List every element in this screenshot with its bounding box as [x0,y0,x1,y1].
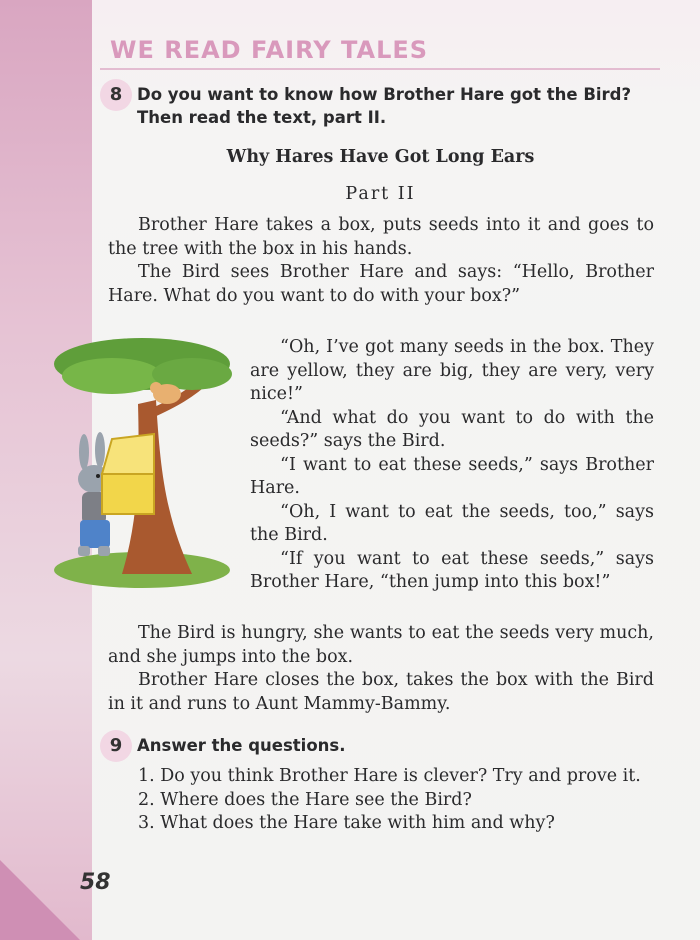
story-paragraph: “And what do you want to do with the seeds?” says the Bird. [250,407,654,451]
section-header: WE READ FAIRY TALES [110,36,429,64]
question-item: 2. Where does the Hare see the Bird? [138,789,472,810]
story-paragraph: The Bird sees Brother Hare and says: “Hello, Brother Hare. What do you want to do with your box?” [108,262,654,306]
task-9-number-badge: 9 [100,730,132,762]
task-9-instruction: Answer the questions. [137,736,346,755]
question-item: 1. Do you think Brother Hare is clever? Try and prove it. [138,766,641,786]
story-paragraph: “Oh, I’ve got many seeds in the box. They are yellow, they are big, they are very, very nice!” [250,337,654,404]
story-title: Why Hares Have Got Long Ears [226,147,535,167]
story-part-label: Part II [345,184,416,204]
story-text-top [108,214,654,308]
hare-ear-left [79,434,89,470]
story-paragraph: “If you want to eat these seeds,” says Brother Hare, “then jump into this box!” [250,548,654,592]
hare-trousers [80,520,110,548]
story-paragraph: Brother Hare takes a box, puts seeds into it and goes to the tree with the box in his hands. [108,215,654,259]
yellow-box [102,474,154,514]
question-list [108,765,654,836]
hare-ear-right [95,432,105,468]
task-8-instruction: Do you want to know how Brother Hare got the Bird? Then read the text, part II. [137,85,632,127]
header-divider [100,68,660,70]
story-paragraph: Brother Hare closes the box, takes the box with the Bird in it and runs to Aunt Mammy-Bammy. [108,670,654,714]
story-paragraph: The Bird is hungry, she wants to eat the seeds very much, and she jumps into the box. [108,623,654,667]
story-text-bottom [108,622,654,716]
story-text-side [250,336,654,595]
page-corner-decoration [0,860,80,940]
story-paragraph: “Oh, I want to eat the seeds, too,” says the Bird. [250,501,654,545]
story-paragraph: “I want to eat these seeds,” says Brother Hare. [250,454,654,498]
page-number: 58 [80,870,111,895]
question-item: 3. What does the Hare take with him and why? [138,813,555,833]
box-lid [102,434,154,474]
task-8-number-badge: 8 [100,79,132,111]
hare-and-tree-illustration [52,334,234,592]
